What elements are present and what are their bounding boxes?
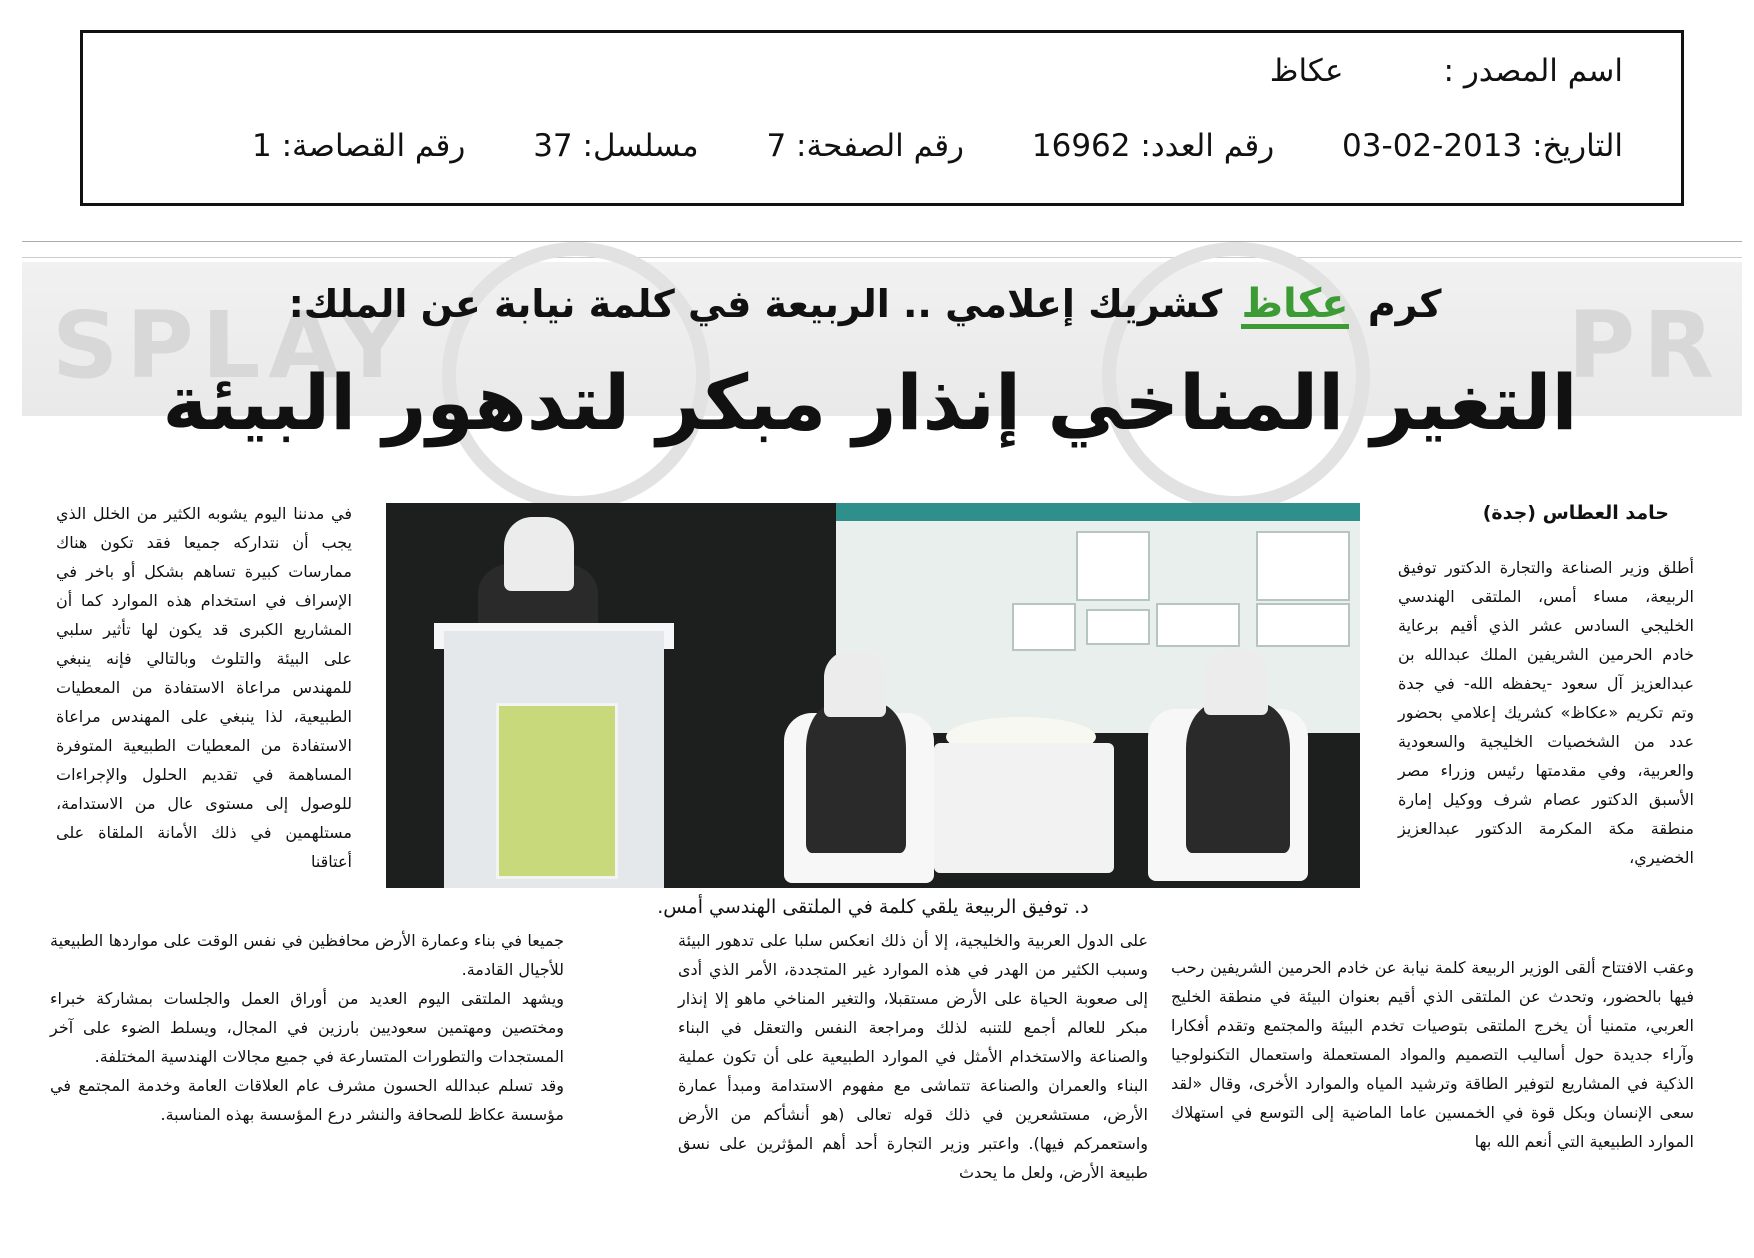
- sponsor-logo: [1156, 603, 1240, 647]
- paragraph: في مدننا اليوم يشوبه الكثير من الخلل الذي يجب أن نتداركه جميعا فقد تكون هناك ممارسات كبيرة تساهم بشكل أو باخر في الإسراف في استخدام هذه الموارد كما أن المشاريع الكبرى قد يكون لها تأثير سلبي على البيئة والتلوث وبالتالي فإنه ينبغي للمهندس مراعاة الاستفادة من المعطيات الطبيعية، لذا ينبغي على المهندس مراعاة الاستفادة من المعطيات الطبيعية المتوفرة المساهمة في تقديم الحلول والإجراءات للوصول إلى مستوى عال من الاستدامة، مستلهمين في ذلك الأمانة الملقاة على أعتاقنا: [56, 504, 352, 871]
- serial-number: مسلسل: 37: [533, 128, 699, 164]
- source-value: عكاظ: [1269, 53, 1344, 89]
- paragraph: وقد تسلم عبدالله الحسون مشرف عام العلاقات العامة وخدمة المجتمع في مؤسسة عكاظ للصحافة والنشر درع المؤسسة بهذه المناسبة.: [50, 1076, 564, 1124]
- article-kicker: [260, 282, 1470, 329]
- paragraph: أطلق وزير الصناعة والتجارة الدكتور توفيق الربيعة، مساء أمس، الملتقى الهندسي الخليجي السادس عشر الذي أقيم برعاية خادم الحرمين الشريفين الملك عبدالله بن عبدالعزيز آل سعود -يحفظه الله- في جدة وتم تكريم «عكاظ» كشريك إعلامي بحضور عدد من الشخصيات الخليجية والسعودية والعربية، وفي مقدمتها رئيس وزراء مصر الأسبق الدكتور عصام شرف ووكيل إمارة منطقة مكة المكرمة الدكتور عبدالعزيز الخضيري،: [1398, 558, 1694, 867]
- paragraph: على الدول العربية والخليجية، إلا أن ذلك انعكس سلبا على تدهور البيئة وسبب الكثير من الهدر في هذه الموارد غير المتجددة، الأمر الذي أدى إلى صعوبة الحياة على الأرض مستقبلا، والتغير المناخي ماهو إلا إنذار مبكر للعالم أجمع للتنبه لذلك ومراجعة النفس والتعقل في البناء والصناعة والاستخدام الأمثل في الموارد الطبيعية على أن تكون عملية البناء والعمران والصناعة تتماشى مع مفهوم الاستدامة ومبدأ عمارة الأرض، مستشعرين في ذلك قوله تعالى (هو أنشأكم من الأرض واستعمركم فيها). واعتبر وزير التجارة أحد أهم المؤثرين على نسق طبيعة الأرض، ولعل ما يحدث: [678, 931, 1148, 1182]
- issue-number: رقم العدد: 16962: [1031, 128, 1275, 164]
- page-number: رقم الصفحة: 7: [766, 128, 965, 164]
- photo-banner-strip: [836, 503, 1360, 521]
- okaz-logo-inline: عكاظ: [1241, 281, 1349, 327]
- byline: حامد العطاس (جدة): [1482, 502, 1669, 524]
- article-column-left: [56, 499, 352, 876]
- watermark-text-right: PR: [1567, 292, 1722, 399]
- divider-top: [22, 241, 1742, 242]
- paragraph: جميعا في بناء وعمارة الأرض محافظين في نفس الوقت على مواردها الطبيعية للأجيال القادمة.: [50, 931, 564, 979]
- sponsor-logo: [1256, 531, 1350, 601]
- article-column-bottom-middle: [678, 926, 1148, 1187]
- source-label: اسم المصدر :: [1443, 53, 1623, 89]
- source-row: [1270, 53, 1623, 89]
- speaker-head: [504, 517, 574, 591]
- kicker-text-start: كرم: [1367, 282, 1442, 326]
- side-table: [934, 743, 1114, 873]
- source-info-box: [80, 30, 1684, 206]
- paragraph: وعقب الافتتاح ألقى الوزير الربيعة كلمة نيابة عن خادم الحرمين الشريفين رحب فيها بالحضور، وتحدث عن الملتقى الذي أقيم بعنوان البيئة في منطقة الخليج العربي، متمنيا أن يخرج الملتقى بتوصيات تخدم البيئة والمجتمع وتقدم أفكارا وآراء جديدة حول أساليب التصميم والمواد المستعملة واستعمال التكنولوجيا الذكية في المشاريع لتوفير الطاقة وترشيد المياه والموارد الأخرى، وقال «لقد سعى الإنسان وبكل قوة في الخمسين عاما الماضية إلى التوسع في استهلاك الموارد الطبيعية التي أنعم الله بها: [1171, 958, 1694, 1151]
- sponsor-logo: [1076, 531, 1150, 601]
- sponsor-logo: [1012, 603, 1076, 651]
- article-column-right: [1398, 553, 1694, 872]
- publication-date: التاريخ: 2013-02-03: [1342, 128, 1623, 164]
- publication-details-row: [252, 128, 1623, 164]
- article-column-bottom-right: [1171, 953, 1694, 1156]
- paragraph: ويشهد الملتقى اليوم العديد من أوراق العمل والجلسات بمشاركة خبراء ومختصين ومهتمين سعوديين بارزين في المجال، ويسلط الضوء على آخر المستجدات والتطورات المتسارعة في جميع مجالات الهندسية المختلفة.: [50, 989, 564, 1066]
- sponsor-logo: [1086, 609, 1150, 645]
- watermark-text-left: SPLAY: [52, 292, 414, 399]
- clip-number: رقم القصاصة: 1: [252, 128, 466, 164]
- seated-guest-head: [824, 651, 886, 717]
- article-headline: التغير المناخي إنذار مبكر لتدهور البيئة: [162, 358, 1578, 447]
- article-photo: [386, 503, 1360, 888]
- kicker-text-end: كشريك إعلامي .. الربيعة في كلمة نيابة عن الملك:: [288, 282, 1223, 326]
- podium-poster: [496, 703, 618, 879]
- seated-guest-head: [1204, 649, 1268, 715]
- sponsor-logo: [1256, 603, 1350, 647]
- divider-bottom: [22, 257, 1742, 258]
- article-column-bottom-left: [50, 926, 564, 1129]
- seated-guest: [806, 703, 906, 853]
- seated-guest: [1186, 703, 1290, 853]
- photo-caption: د. توفيق الربيعة يلقي كلمة في الملتقى الهندسي أمس.: [657, 896, 1089, 918]
